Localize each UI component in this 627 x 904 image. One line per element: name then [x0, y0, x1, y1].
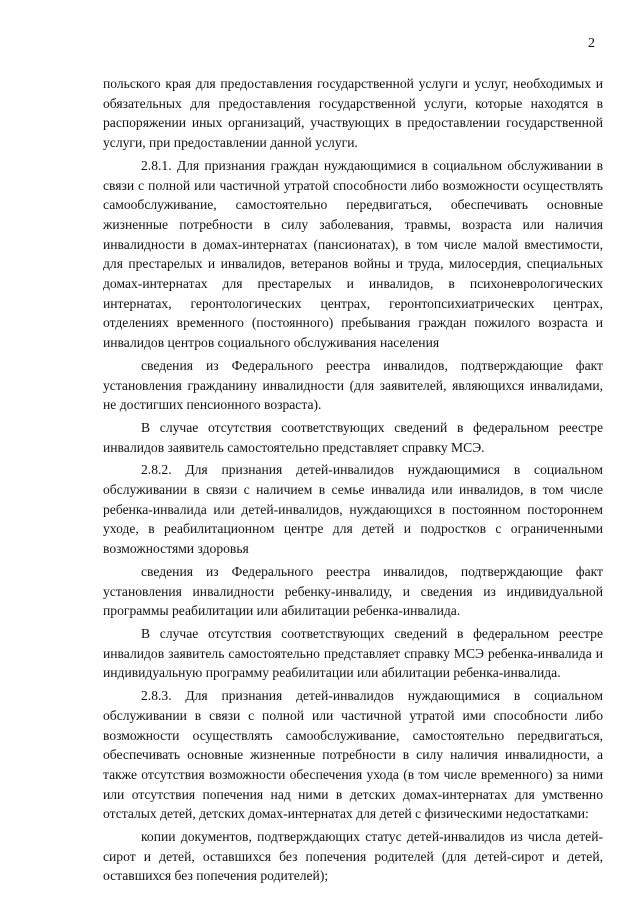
paragraph-mse-certificate-children: В случае отсутствия соответствующих сведений в федеральном реестре инвалидов заявитель самостоятельно представляет справку МСЭ ребенка-инвалида и индивидуальную программу реабилитации или абилитации ребенка-инвалида.: [103, 625, 603, 681]
paragraph-mse-certificate-adults: В случае отсутствия соответствующих сведений в федеральном реестре инвалидов заявитель самостоятельно представляет справку МСЭ.: [103, 419, 603, 455]
document-body: [103, 74, 603, 889]
paragraph-2-8-3: 2.8.3. Для признания детей-инвалидов нуждающимися в социальном обслуживании в связи с полной или частичной утратой ими способности либо возможности осуществлять самообслуживание, самостоятельно передвигаться, обеспечивать основные жизненные потребности в силу наличия инвалидности, а также отсутствия возможности обеспечения ухода (в том числе временного) за ними или отсутствия попечения над ними в детских домах-интернатах для умственно отсталых детей, детских домах-интернатах для детей с физическими недостатками:: [103, 688, 603, 822]
paragraph-2-8-2: 2.8.2. Для признания детей-инвалидов нуждающимися в социальном обслуживании в связи с наличием в семье инвалида или инвалидов, в том числе ребенка-инвалида или детей-инвалидов, нуждающихся в постоянном постороннем уходе, в реабилитационном центре для детей и подростков с ограниченными возможностями здоровья: [103, 462, 603, 557]
paragraph-continuation: польского края для предоставления государственной услуги и услуг, необходимых и обязательных для предоставления государственной услуги, которые находятся в распоряжении иных организаций, участвующих в предоставлении государственной услуги, при предоставлении данной услуги.: [103, 76, 603, 151]
paragraph-2-8-1: 2.8.1. Для признания граждан нуждающимися в социальном обслуживании в связи с полной или частичной утратой способности либо возможности осуществлять самообслуживание, самостоятельно передвигаться, обеспечивать основные жизненные потребности в силу заболевания, травмы, возраста или наличия инвалидности в домах-интернатах (пансионатах), в том числе малой вместимости, для престарелых и инвалидов, ветеранов войны и труда, милосердия, специальных домах-интернатах для престарелых и инвалидов, в психоневрологических интернатах, геронтологических центрах, геронтопсихиатрических центрах, отделениях временного (постоянного) пребывания граждан пожилого возраста и инвалидов центров социального обслуживания населения: [103, 157, 603, 351]
paragraph-registry-info-adults: сведения из Федерального реестра инвалидов, подтверждающие факт установления гражданину инвалидности (для заявителей, являющихся инвалидами, не достигших пенсионного возраста).: [103, 357, 603, 413]
page-number: 2: [588, 36, 595, 51]
paragraph-registry-info-children: сведения из Федерального реестра инвалидов, подтверждающие факт установления инвалидности ребенку-инвалиду, и сведения из индивидуальной программы реабилитации или абилитации ребенка-инвалида.: [103, 563, 603, 619]
paragraph-orphan-documents: копии документов, подтверждающих статус детей-инвалидов из числа детей-сирот и детей, оставшихся без попечения родителей (для детей-сирот и детей, оставшихся без попечения родителей);: [103, 829, 603, 884]
